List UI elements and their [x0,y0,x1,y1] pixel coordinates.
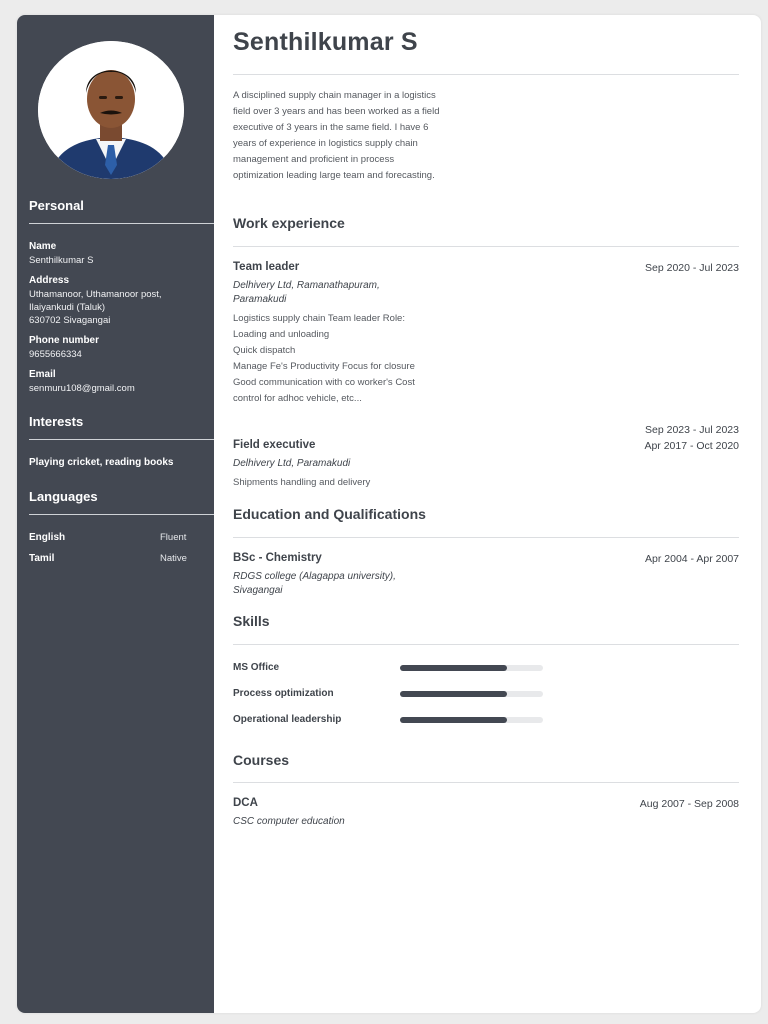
job-date: Apr 2017 - Oct 2020 [644,440,739,452]
name-value: Senthilkumar S [29,255,94,266]
personal-section-title: Personal [29,198,84,213]
language-level: Native [160,553,187,564]
job-role: Team leader [233,261,300,273]
skill-name: Process optimization [233,688,334,699]
interests-divider [29,439,214,440]
job-desc-line: control for adhoc vehicle, etc... [233,393,362,404]
education-date: Apr 2004 - Apr 2007 [645,553,739,565]
language-level: Fluent [160,532,187,543]
languages-divider [29,514,214,515]
skill-bar [400,717,543,723]
address-line-1: Uthamanoor, Uthamanoor post, [29,289,162,300]
main-content [233,15,739,1013]
skill-bar [400,691,543,697]
work-divider [233,246,739,247]
courses-divider [233,782,739,783]
header-divider [233,74,739,75]
address-line-2: Ilaiyankudi (Taluk) [29,302,106,313]
email-value[interactable]: senmuru108@gmail.com [29,383,135,394]
education-school-line-1: RDGS college (Alagappa university), [233,571,396,582]
interests-section-title: Interests [29,414,84,429]
language-name: Tamil [29,553,55,564]
job-role: Field executive [233,439,316,451]
name-label: Name [29,241,57,252]
job-company-line-2: Paramakudi [233,294,287,305]
job-desc-line: Shipments handling and delivery [233,477,371,488]
skills-section-title: Skills [233,613,270,629]
course-date: Aug 2007 - Sep 2008 [639,798,739,810]
course-name: DCA [233,797,258,809]
candidate-name: Senthilkumar S [233,28,418,56]
address-line-3: 630702 Sivagangai [29,315,111,326]
education-divider [233,537,739,538]
job-desc-line: Manage Fe's Productivity Focus for closure [233,361,415,372]
job-company-line-1: Delhivery Ltd, Ramanathapuram, [233,280,380,291]
job-desc-line: Loading and unloading [233,329,330,340]
phone-label: Phone number [29,335,100,346]
skill-bar [400,665,543,671]
course-provider: CSC computer education [233,816,345,827]
email-label: Email [29,369,56,380]
education-section-title: Education and Qualifications [233,506,426,522]
skill-name: Operational leadership [233,714,342,725]
language-name: English [29,532,66,543]
work-section-title: Work experience [233,215,345,231]
job-company-line-1: Delhivery Ltd, Paramakudi [233,458,351,469]
personal-divider [29,223,214,224]
skill-bar-fill [400,717,507,723]
profile-photo-image [38,41,184,179]
education-school-line-2: Sivagangai [233,585,283,596]
interests-value: Playing cricket, reading books [29,457,174,468]
job-desc-line: Quick dispatch [233,345,296,356]
profile-summary: A disciplined supply chain manager in a logistics field over 3 years and has been worked as a field executive of 3 years in the same field. I have 6 years of experience in logistics supply chain management and proficient in process optimization leading large team and forecasting. [233,90,440,181]
job-date-previous: Sep 2023 - Jul 2023 [645,424,739,436]
skills-divider [233,644,739,645]
education-degree: BSc - Chemistry [233,552,322,564]
skill-name: MS Office [233,662,280,673]
languages-section-title: Languages [29,489,98,504]
job-date: Sep 2020 - Jul 2023 [645,262,739,274]
job-desc-line: Good communication with co worker's Cost [233,377,415,388]
job-desc-line: Logistics supply chain Team leader Role: [233,313,405,324]
phone-value: 9655666334 [29,349,82,360]
profile-photo [38,41,184,179]
skill-bar-fill [400,665,507,671]
address-label: Address [29,275,70,286]
sidebar [17,15,214,1013]
courses-section-title: Courses [233,752,290,768]
skill-bar-fill [400,691,507,697]
resume-page [17,15,761,1013]
